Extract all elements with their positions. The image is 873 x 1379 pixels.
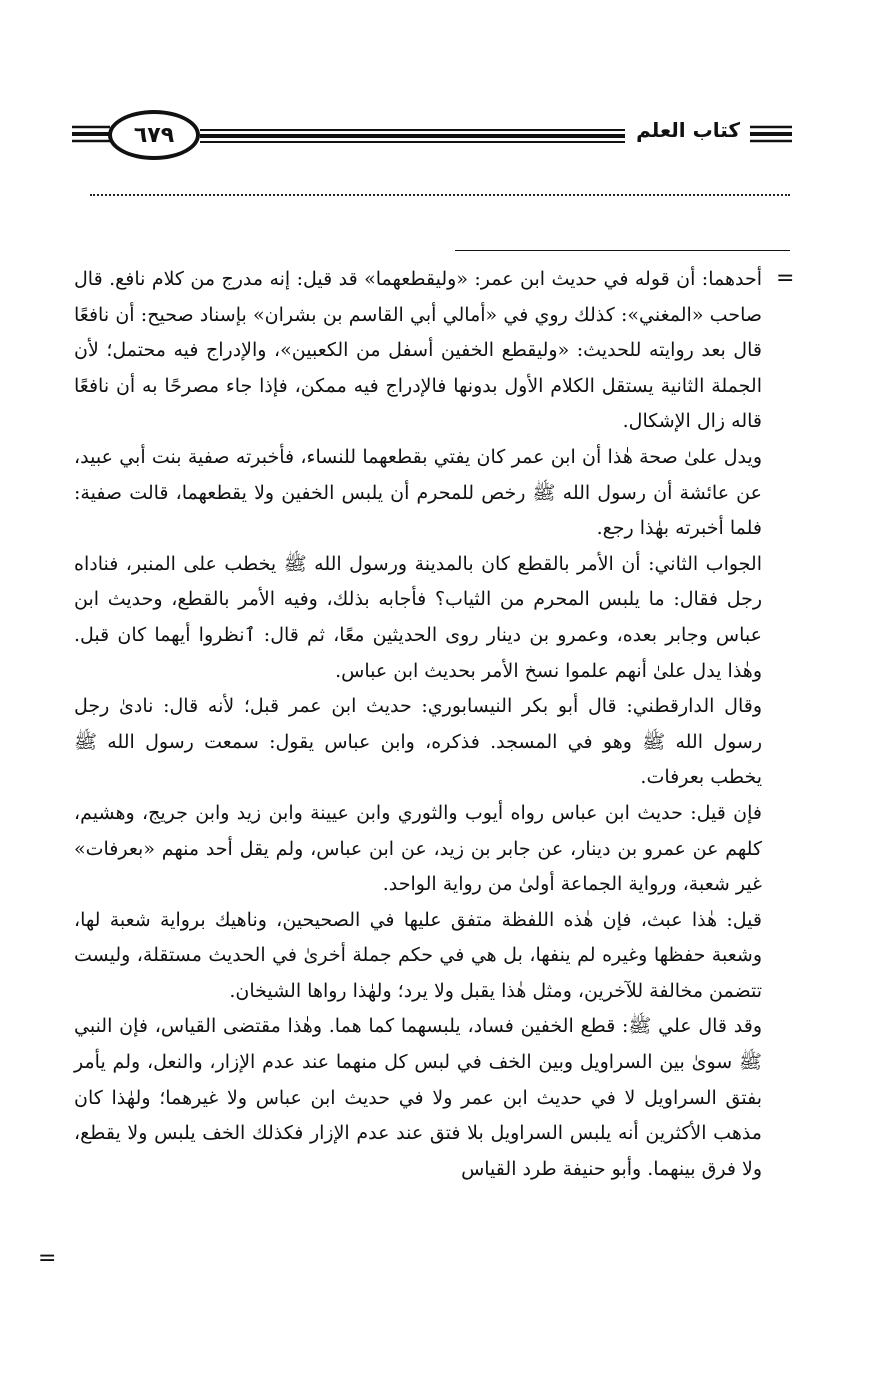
paragraph: الجواب الثاني: أن الأمر بالقطع كان بالمدينة ورسول الله ﷺ يخطب على المنبر، فناداه رجل فقال: ما يلبس المحرم من الثياب؟ فأجابه بذلك، وفيه الأمر بالقطع، وحديث ابن عباس وجابر بعده، وعمرو بن دينار روى الحديثين معًا، ثم قال: ٱنظروا أيهما كان قبل. وهٰذا يدل علىٰ أنهم علموا نسخ الأمر بحديث ابن عباس. (74, 552, 763, 682)
page-number: ٦٧٩ (108, 110, 200, 160)
footnote-text (74, 262, 762, 1187)
dotted-separator (90, 194, 790, 208)
paragraph: ويدل علىٰ صحة هٰذا أن ابن عمر كان يفتي بقطعهما للنساء، فأخبرته صفية بنت أبي عبيد، عن عائشة أن رسول الله ﷺ رخص للمحرم أن يلبس الخفين ولا يقطعهما، قالت صفية: فلما أخبرته بهٰذا رجع. (74, 445, 762, 540)
paragraph: وقال الدارقطني: قال أبو بكر النيسابوري: حديث ابن عمر قبل؛ لأنه قال: نادىٰ رجل رسول الله ﷺ وهو في المسجد. فذكره، وابن عباس يقول: سمعت رسول الله ﷺ يخطب بعرفات. (74, 695, 762, 789)
running-header (0, 0, 873, 200)
paragraph: وقد قال علي ﷺ: قطع الخفين فساد، يلبسهما كما هما. وهٰذا مقتضى القياس، فإن النبي ﷺ سوىٰ بين السراويل وبين الخف في لبس كل منهما عند عدم الإزار، والنعل، ولم يأمر بفتق السراويل لا في حديث ابن عمر ولا في حديث ابن عباس ولا غيرهما؛ ولهٰذا كان مذهب الأكثرين أنه يلبس السراويل بلا فتق عند عدم الإزار فكذلك الخف يلبس ولا يقطع، ولا فرق بينهما. وأبو حنيفة طرد القياس (74, 1015, 762, 1180)
continuation-mark-start: = (776, 266, 795, 291)
continuation-mark-end: = (38, 1246, 57, 1271)
paragraph: قيل: هٰذا عبث، فإن هٰذه اللفظة متفق عليها في الصحيحين، وناهيك برواية شعبة لها، وشعبة حفظها وغيره لم ينفها، بل هي في حكم جملة أخرىٰ في الحديث مستقلة، وليست تتضمن مخالفة للآخرين، ومثل هٰذا يقبل ولا يرد؛ ولهٰذا رواها الشيخان. (74, 908, 762, 1002)
book-title: كتاب العلم (636, 118, 740, 142)
header-ornament-lines (0, 0, 873, 200)
footnote-rule (455, 250, 790, 251)
paragraph: أحدهما: أن قوله في حديث ابن عمر: «وليقطعهما» قد قيل: إنه مدرج من كلام نافع. قال صاحب «المغني»: كذلك روي في «أمالي أبي القاسم بن بشران» بإسناد صحيح: أن نافعًا قال بعد روايته للحديث: «وليقطع الخفين أسفل من الكعبين»، والإدراج فيه محتمل؛ لأن الجملة الثانية يستقل الكلام الأول بدونها فالإدراج فيه ممكن، فإذا جاء مصرحًا به أن نافعًا قاله زال الإشكال. (74, 268, 762, 433)
paragraph: فإن قيل: حديث ابن عباس رواه أيوب والثوري وابن عيينة وابن زيد وابن جريج، وهشيم، كلهم عن عمرو بن دينار، عن جابر بن زيد، عن ابن عباس، ولم يقل أحد منهم «بعرفات» غير شعبة، ورواية الجماعة أولىٰ من رواية الواحد. (74, 801, 762, 896)
